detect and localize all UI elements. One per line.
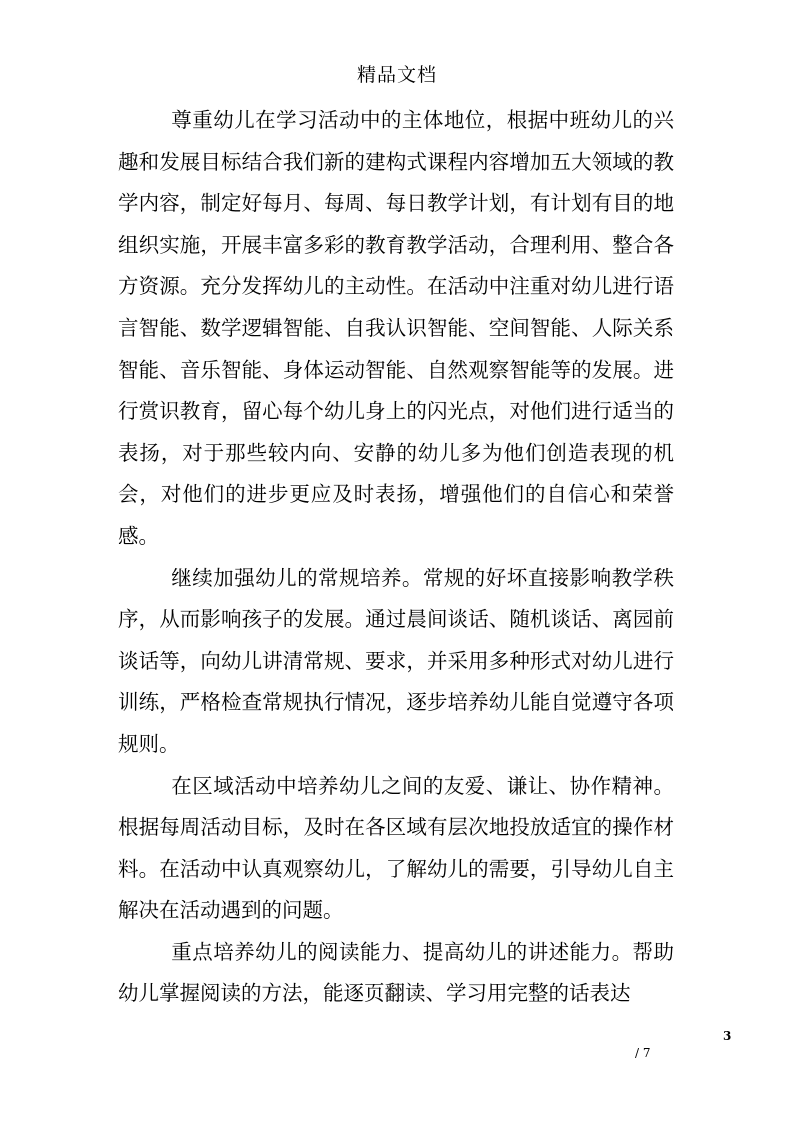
paragraph: 重点培养幼儿的阅读能力、提高幼儿的讲述能力。帮助幼儿掌握阅读的方法，能逐页翻读、学习用完整的话表达 bbox=[118, 939, 674, 1006]
page-total: / 7 bbox=[635, 1046, 651, 1060]
paragraph: 尊重幼儿在学习活动中的主体地位，根据中班幼儿的兴趣和发展目标结合我们新的建构式课程内容增加五大领域的教学内容，制定好每月、每周、每日教学计划，有计划有目的地组织实施，开展丰富多彩的教育教学活动，合理利用、整合各方资源。充分发挥幼儿的主动性。在活动中注重对幼儿进行语言智能、数学逻辑智能、自我认识智能、空间智能、人际关系智能、音乐智能、身体运动智能、自然观察智能等的发展。进行赏识教育，留心每个幼儿身上的闪光点，对他们进行适当的表扬，对于那些较内向、安静的幼儿多为他们创造表现的机会，对他们的进步更应及时表扬，增强他们的自信心和荣誉感。 bbox=[118, 108, 674, 548]
paragraph: 继续加强幼儿的常规培养。常规的好坏直接影响教学秩序，从而影响孩子的发展。通过晨间谈话、随机谈话、离园前谈话等，向幼儿讲清常规、要求，并采用多种形式对幼儿进行训练，严格检查常规执行情况，逐步培养幼儿能自觉遵守各项规则。 bbox=[118, 565, 674, 756]
document-body bbox=[118, 100, 674, 1015]
page-number: 3 bbox=[723, 1029, 732, 1043]
paragraph: 在区域活动中培养幼儿之间的友爱、谦让、协作精神。根据每周活动目标，及时在各区域有层次地投放适宜的操作材料。在活动中认真观察幼儿，了解幼儿的需要，引导幼儿自主解决在活动遇到的问题。 bbox=[118, 773, 674, 923]
page-header-title: 精品文档 bbox=[356, 64, 437, 86]
